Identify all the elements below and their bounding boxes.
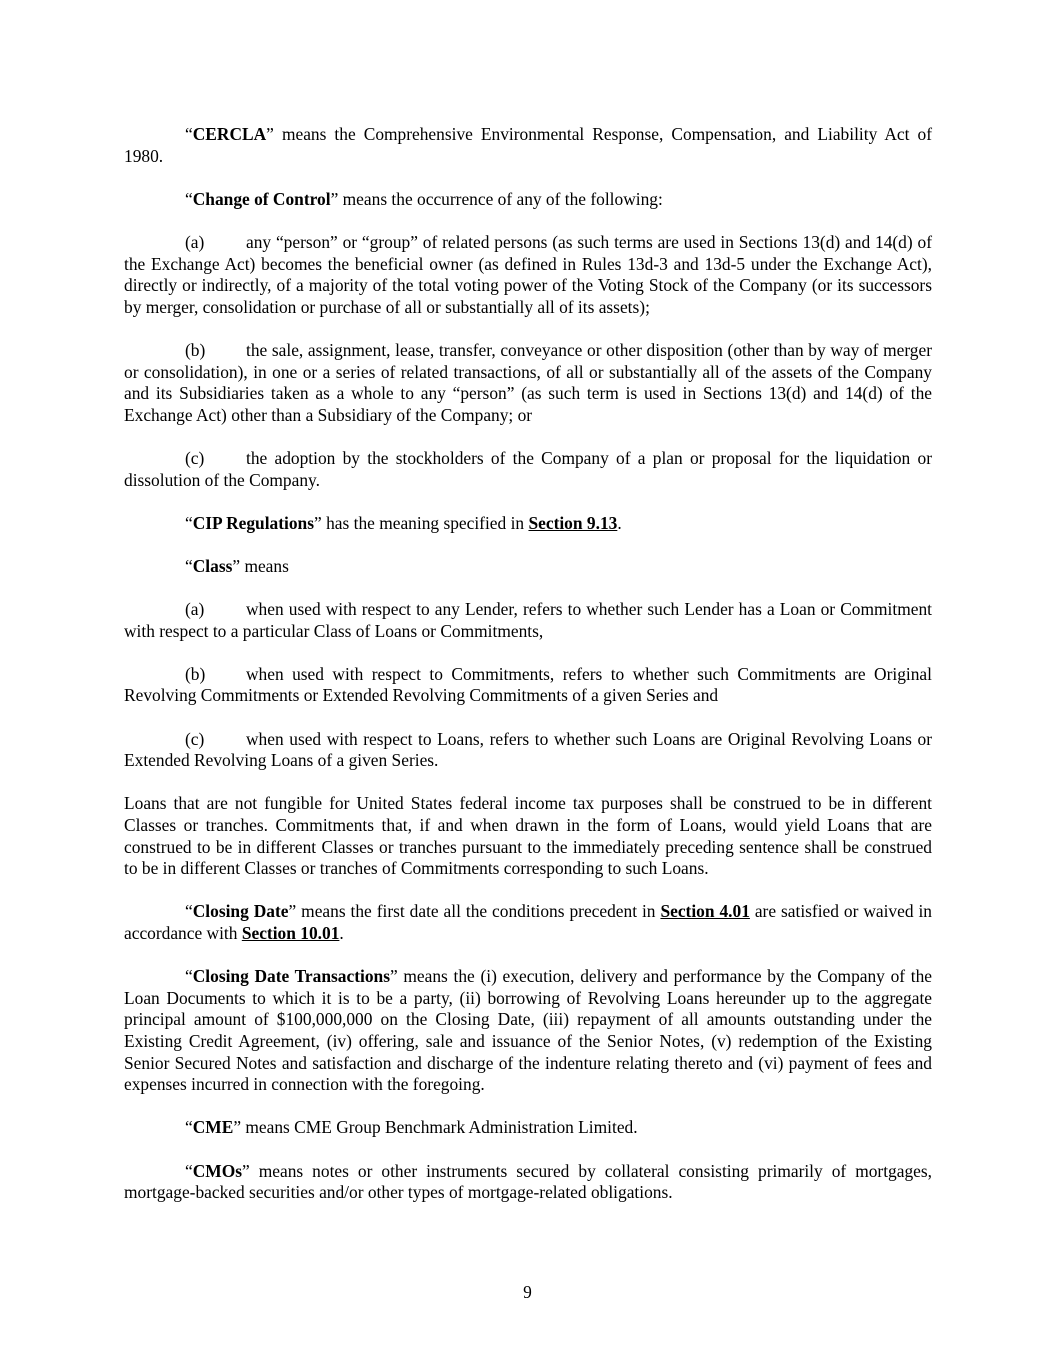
definition-cme: “CME” means CME Group Benchmark Administration Limited.	[185, 1117, 638, 1138]
definition-closing-date-transactions: “Closing Date Transactions” means the (i) execution, delivery and performance by the Company of the Loan Documents to which it is to be a party, (ii) borrowing of Revolving Loans hereunder up to the aggregate principal amount of $100,000,000 on the Closing Date, (iii) repayment of all amounts outstanding under the Existing Credit Agreement, (iv) offering, sale and issuance of the Senior Notes, (v) redemption of the Existing Senior Secured Notes and satisfaction and discharge of the indenture relating thereto and (vi) payment of fees and expenses incurred in connection with the foregoing.	[124, 966, 932, 1095]
definition-class: “Class” means	[185, 555, 289, 576]
section-reference[interactable]: Section 4.01	[660, 901, 750, 922]
clause-item: (b) when used with respect to Commitments, refers to whether such Commitments are Original Revolving Commitments or Extended Revolving Commitments of a given Series and	[124, 663, 932, 706]
defined-term: Closing Date	[192, 901, 289, 922]
definition-closing-date: “Closing Date” means the first date all the conditions precedent in Section 4.01 are satisfied or waived in accordance with Section 10.01.	[124, 901, 932, 943]
definition-cip-regulations: “CIP Regulations” has the meaning specified in Section 9.13.	[185, 512, 622, 533]
definition-cmos: “CMOs” means notes or other instruments secured by collateral consisting primarily of mortgages, mortgage-backed securities and/or other types of mortgage-related obligations.	[124, 1160, 932, 1203]
defined-term: Closing Date Transactions	[192, 966, 390, 987]
clause-label: (b)	[185, 663, 206, 684]
clause-label: (c)	[185, 447, 205, 468]
defined-term: CIP Regulations	[192, 512, 315, 533]
class-tail-paragraph: Loans that are not fungible for United States federal income tax purposes shall be construed to be in different Classes or tranches. Commitments that, if and when drawn in the form of Loans, would yield Loans that are construed to be in different Classes or tranches pursuant to the immediately preceding sentence shall be construed to be in different Classes or tranches of Commitments corresponding to such Loans.	[124, 793, 932, 879]
defined-term: CME	[192, 1117, 234, 1138]
page-number: 9	[523, 1282, 532, 1302]
defined-term: Class	[192, 555, 233, 576]
document-page	[124, 124, 932, 1225]
clause-item: (b) the sale, assignment, lease, transfer, conveyance or other disposition (other than by way of merger or consolidation), in one or a series of related transactions, of all or substantially all of the assets of the Company and its Subsidiaries taken as a whole to any “person” (as such term is used in Sections 13(d) and 14(d) of the Exchange Act) other than a Subsidiary of the Company; or	[124, 339, 932, 425]
clause-label: (a)	[185, 599, 205, 620]
section-reference[interactable]: Section 10.01	[241, 922, 340, 943]
definition-cercla: “CERCLA” means the Comprehensive Environmental Response, Compensation, and Liability Act of 1980.	[124, 124, 932, 166]
clause-item: (a) when used with respect to any Lender, refers to whether such Lender has a Loan or Commitment with respect to a particular Class of Loans or Commitments,	[124, 599, 932, 641]
defined-term: CERCLA	[192, 124, 267, 144]
definition-change-of-control: “Change of Control” means the occurrence of any of the following:	[185, 188, 663, 209]
clause-label: (a)	[185, 231, 205, 252]
defined-term: CMOs	[192, 1160, 243, 1181]
clause-label: (c)	[185, 728, 205, 749]
clause-label: (b)	[185, 339, 206, 360]
section-reference[interactable]: Section 9.13	[528, 512, 618, 533]
clause-item: (c) when used with respect to Loans, refers to whether such Loans are Original Revolving Loans or Extended Revolving Loans of a given Series.	[124, 728, 932, 771]
defined-term: Change of Control	[192, 188, 331, 209]
clause-item: (a) any “person” or “group” of related persons (as such terms are used in Sections 13(d) and 14(d) of the Exchange Act) becomes the beneficial owner (as defined in Rules 13d-3 and 13d-5 under the Exchange Act), directly or indirectly, of a majority of the total voting power of the Voting Stock of the Company (or its successors by merger, consolidation or purchase of all or substantially all of its assets);	[124, 231, 932, 317]
clause-item: (c) the adoption by the stockholders of the Company of a plan or proposal for the liquidation or dissolution of the Company.	[124, 447, 932, 490]
